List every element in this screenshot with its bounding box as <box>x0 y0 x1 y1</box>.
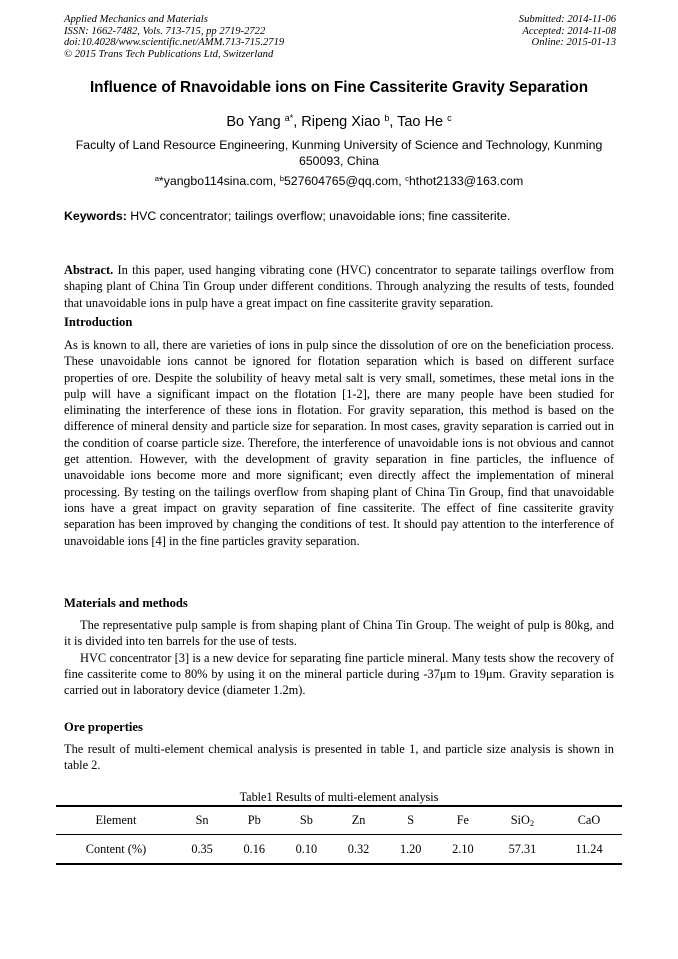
online-date: Online: 2015-01-13 <box>531 37 616 49</box>
doi-line: doi:10.4028/www.scientific.net/AMM.713-715.2719 <box>64 37 285 49</box>
analysis-table <box>56 805 622 865</box>
table-row <box>56 835 622 865</box>
abstract-label: Abstract. <box>64 263 114 277</box>
materials-heading: Materials and methods <box>64 596 188 610</box>
email-sup: b <box>279 173 284 183</box>
table-header-cell: S <box>385 806 437 835</box>
email: 527604765@qq.com, <box>283 174 406 188</box>
author-name: Tao He <box>397 114 444 130</box>
table-header-label: Element <box>56 806 176 835</box>
author-list: Bo Yang $^{a*}$, Ripeng Xiao $^b$, Tao He $^c$ <box>226 113 452 130</box>
table-cell: 0.32 <box>332 835 384 865</box>
table-cell: 0.16 <box>228 835 280 865</box>
table-row-label: Content (%) <box>56 835 176 865</box>
author-sup: b <box>384 113 390 124</box>
table-cell: 57.31 <box>489 835 556 865</box>
introduction-heading: Introduction <box>64 315 133 329</box>
author-name: Bo Yang <box>226 114 281 130</box>
abstract <box>64 262 614 311</box>
paper-title: Influence of Rnavoidable ions on Fine Cassiterite Gravity Separation <box>89 79 589 96</box>
table-header-cell <box>489 806 556 835</box>
copyright-line: © 2015 Trans Tech Publications Ltd, Switzerland <box>64 48 274 60</box>
email-sup: c <box>405 173 409 183</box>
email-list <box>0 174 678 188</box>
table-cell: 0.10 <box>280 835 332 865</box>
ore-heading: Ore properties <box>64 720 143 734</box>
author-name: Ripeng Xiao <box>301 114 381 130</box>
abstract-text: In this paper, used hanging vibrating cone (HVC) concentrator to separate tailings overflow from shaping plant of China Tin Group under different conditions. Through analyzing the results of tests, founded that unavoidable ions in pulp have a great impact on fine cassiterite gravity separation. <box>64 263 614 310</box>
keywords-text: HVC concentrator; tailings overflow; unavoidable ions; fine cassiterite. <box>126 209 511 223</box>
email: hthot2133@163.com <box>408 174 524 188</box>
table-header-cell: Pb <box>228 806 280 835</box>
submitted-date: Submitted: 2014-11-06 <box>518 14 616 25</box>
affiliation: Faculty of Land Resource Engineering, Kunming University of Science and Technology, Kunming 650093, China <box>75 138 603 168</box>
materials-paragraph-2: HVC concentrator [3] is a new device for separating fine particle mineral. Many tests show the recovery of fine cassiterite come to 80% by using it on the mineral particle during -37μm to 19μm. Gravity separation is carried out in laboratory device (diameter 1.2m). <box>64 650 614 698</box>
ore-text: The result of multi-element chemical analysis is presented in table 1, and particle size analysis is shown in table 2. <box>64 742 614 773</box>
author-sup: c <box>447 113 452 124</box>
email: *yangbo114sina.com, <box>158 174 280 188</box>
table-header-cell: CaO <box>556 806 622 835</box>
journal-header-left <box>64 14 284 60</box>
table-cell: 0.35 <box>176 835 228 865</box>
table-header-cell: Sb <box>280 806 332 835</box>
table-header-row <box>56 806 622 835</box>
introduction-text: As is known to all, there are varieties of ions in pulp since the dissolution of ore on the beneficiation process. These unavoidable ions cannot be ignored for flotation separation which is based on different surface properties of ore. Despite the solubility of heavy metal salt is very small, sometimes, these metal ions in the pulp will have a significant impact on the flotation [1-2], there are many people have been studied for eliminating the interference of these ions in flotation. For gravity separation, this method is based on the difference of mineral density and particle size for separation. In most cases, gravity separation is carried out in the condition of coarse particle size. Therefore, the interference of unavoidable ions is not obvious and cannot get attention. However, with the development of gravity separation in fine particles, the influence of unavoidable ions become more and more significant; even directly affect the implementation of mineral processing. By testing on the tailings overflow from shaping plant of China Tin Group, find that unavoidable ions have a great impact on gravity separation of fine cassiterite. The effect of fine cassiterite gravity separation has been improved by changing the conditions of test. It should pay attention to the interference of unavoidable ions [4] in the fine particles gravity separation. <box>64 338 614 548</box>
author-sup: a* <box>284 113 294 124</box>
email-sup: a <box>154 173 159 183</box>
materials-body <box>64 617 614 698</box>
table-caption: Table1 Results of multi-element analysis <box>239 790 439 804</box>
sio2-subscript: 2 <box>529 818 535 829</box>
keywords-label: Keywords: <box>64 209 127 223</box>
sio2-label: SiO <box>510 813 530 827</box>
table-cell: 11.24 <box>556 835 622 865</box>
table-cell: 2.10 <box>437 835 489 865</box>
journal-name: Applied Mechanics and Materials <box>64 14 208 25</box>
table-header-cell: Sn <box>176 806 228 835</box>
materials-paragraph-1: The representative pulp sample is from shaping plant of China Tin Group. The weight of pulp is 80kg, and it is divided into ten barrels for the use of tests. <box>64 618 614 649</box>
table-cell: 1.20 <box>385 835 437 865</box>
accepted-date: Accepted: 2014-11-08 <box>522 25 616 37</box>
keywords <box>64 209 614 223</box>
journal-header-right <box>519 14 616 49</box>
table-header-cell: Zn <box>332 806 384 835</box>
table-header-cell: Fe <box>437 806 489 835</box>
issn-line: ISSN: 1662-7482, Vols. 713-715, pp 2719-2722 <box>64 25 266 37</box>
